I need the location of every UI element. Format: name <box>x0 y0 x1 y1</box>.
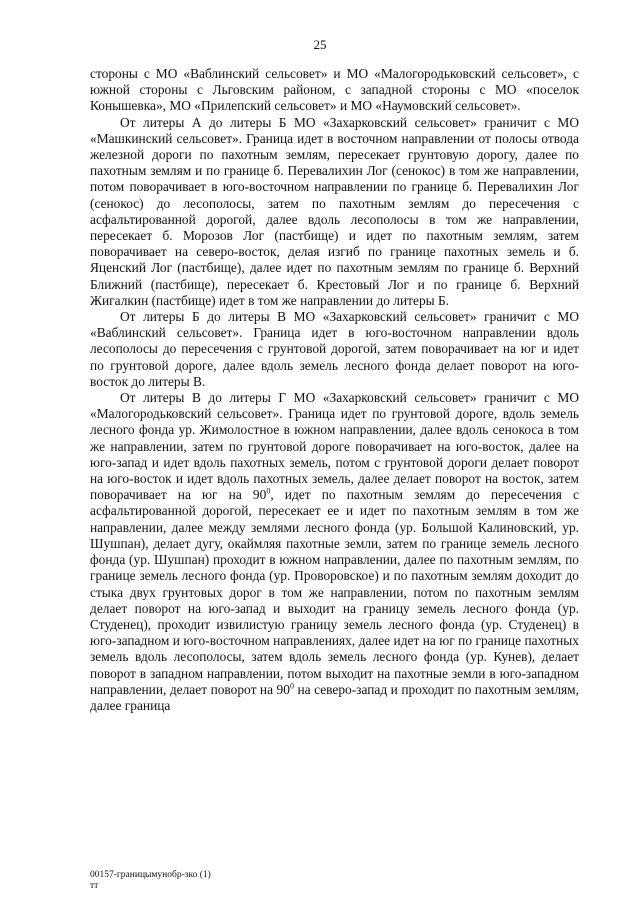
document-body <box>90 66 579 714</box>
document-footer <box>90 870 211 892</box>
page-number: 25 <box>313 37 327 52</box>
footer-initials: тт <box>90 881 99 891</box>
paragraph-text: на северо-запад и проходит по пахотным землям, далее граница <box>90 681 579 713</box>
degree-superscript: 0 <box>289 681 294 691</box>
paragraph-text: От литеры В до литеры Г МО «Захарковский сельсовет» граничит с МО «Малогородьковский сельсовет». Граница идет по грунтовой дороге, вдоль земель лесного фонда ур. Жимолостное в южном направлении, далее вдоль сенокоса в том же направлении, затем по грунтовой дороге поворачивает на юго-восток, далее на юго-запад и идет вдоль пахотных земель, потом с грунтовой дороги делает поворот на юго-восток и идет вдоль пахотных земель, далее делает поворот на восток, затем поворачивает на юг на 90 <box>90 390 579 503</box>
paragraph-text: , идет по пахотным землям до пересечения с асфальтированной дорогой, пересекает ее и идет по пахотным землям в том же направлении, далее между землями лесного фонда (ур. Большой Калиновский, ур. Шушпан), делает дугу, окаймляя пахотные земли, затем по границе земель лесного фонда (ур. Шушпан) проходит в южном направлении, далее по пахотным землям, по границе земель лесного фонда (ур. Проворовское) и по пахотным землям доходит до стыка двух грунтовых дорог в том же направлении, потом по пахотным землям делает поворот на юго-запад и выходит на границу земель лесного фонда (ур. Студенец), проходит извилистую границу земель лесного фонда (ур. Студенец) в юго-западном и юго-восточном направлениях, далее идет на юг по границе пахотных земель вдоль лесополосы, затем вдоль земель лесного фонда (ур. Кунев), делает поворот в западном направлении, потом выходит на пахотные земли в юго-западном направлении, делает поворот на 90 <box>90 487 579 697</box>
paragraph-text: стороны с МО «Ваблинский сельсовет» и МО «Малогородьковский сельсовет», с южной стороны с Льговским районом, с западной стороны с МО «поселок Конышевка», МО «Прилепский сельсовет» и МО «Наумовский сельсовет». <box>90 66 579 114</box>
paragraph-text: От литеры Б до литеры В МО «Захарковский сельсовет» граничит с МО «Ваблинский сельсовет». Граница идет в юго-восточном направлении вдоль лесополосы до пересечения с грунтовой дорогой, затем поворачивает на юг и идет по грунтовой дороге, далее вдоль земель лесного фонда делает поворот на юго-восток до литеры В. <box>90 309 579 389</box>
paragraph <box>90 115 579 309</box>
paragraph-text: От литеры А до литеры Б МО «Захарковский сельсовет» граничит с МО «Машкинский сельсовет». Граница идет в восточном направлении от полосы отвода железной дороги по пахотным землям, пересекает грунтовую дорогу, далее по пахотным землям и по границе б. Перевалихин Лог (сенокос) в том же направлении, потом поворачивает в юго-восточном направлении по границе б. Перевалихин Лог (сенокос) до лесополосы, затем по пахотным землям до пересечения с асфальтированной дорогой, далее вдоль лесополосы в том же направлении, пересекает б. Морозов Лог (пастбище) и идет по пахотным землям, затем поворачивает на северо-восток, делая изгиб по границе пахотных земель и б. Яценский Лог (пастбище), далее идет по пахотным землям по границе б. Верхний Ближний (пастбище), пересекает б. Крестовый Лог и по границе б. Верхний Жигалкин (пастбище) идет в том же направлении до литеры Б. <box>90 114 579 308</box>
degree-superscript: 0 <box>266 486 271 496</box>
paragraph <box>90 66 579 115</box>
footer-filename: 00157-границымунобр-зко (1) <box>90 870 211 880</box>
paragraph <box>90 309 579 390</box>
paragraph <box>90 390 579 714</box>
